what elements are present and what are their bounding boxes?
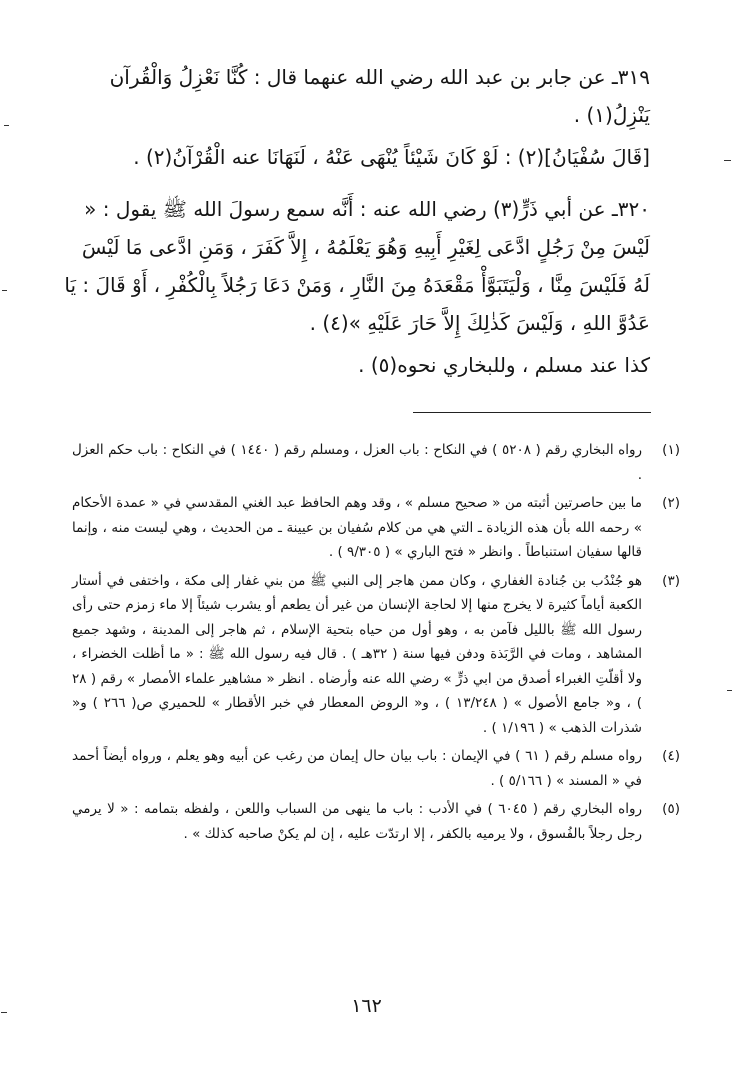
footnote-text: رواه البخاري رقم ( ٥٢٠٨ ) في النكاح : باب العزل ، ومسلم رقم ( ١٤٤٠ ) في النكاح : باب حكم العزل .: [72, 442, 642, 483]
hadith-319: ٣١٩ـ عن جابر بن عبد الله رضي الله عنهما قال : كُنَّا نَعْزِلُ وَالْقُرآن يَنْزِلُ(١) .: [109, 65, 650, 127]
footnote: [72, 744, 680, 793]
scan-edge-mark: [1, 1012, 7, 1013]
footnote-number: (٣): [662, 572, 680, 589]
narration-note: كذا عند مسلم ، وللبخاري نحوه(٥) .: [358, 353, 650, 377]
footnote-text: ما بين حاصرتين أثبته من « صحيح مسلم » ، وقد وهم الحافظ عبد الغني المقدسي في « عمدة الأحكام » رحمه الله بأن هذه الزيادة ـ التي هي من كلام سُفيان بن عيينة ـ من الحديث ، وهي ليست منه ، وإنما قالها سفيان استنباطاً . وانظر « فتح الباري » ( ٩/٣٠٥ ) .: [72, 495, 642, 560]
footnote: [72, 491, 680, 565]
scan-edge-mark: [2, 290, 7, 291]
scan-edge-mark: [4, 125, 9, 126]
footnote-separator: [413, 412, 651, 413]
footnotes: [72, 438, 680, 850]
footnote-text: رواه البخاري رقم ( ٦٠٤٥ ) في الأدب : باب ما ينهى من السباب واللعن ، ولفظه بتمامه : « لا يرمي رجل رجلاً بالفُسوق ، ولا يرميه بالكفر ، إلا ارتدّت عليه ، إن لم يكنْ صاحبه كذلك » .: [72, 801, 643, 842]
hadith-320: ٣٢٠ـ عن أبي ذَرٍّ(٣) رضي الله عنه : أَنَّه سمع رسولَ الله ﷺ يقول : « لَيْسَ مِنْ رَجُلٍ ادَّعَى لِغَيْرِ أَبِيهِ وَهُوَ يَعْلَمُهُ ، إِلاَّ كَفَرَ ، وَمَنِ ادَّعى مَا لَيْسَ لَهُ فَلَيْسَ مِنَّا ، وَلْيَتَبَوَّأْ مَقْعَدَهُ مِنَ النَّارِ ، وَمَنْ دَعَا رَجُلاً بِالْكُفْرِ ، أَوْ قَالَ : يَا عَدُوَّ اللهِ ، وَلَيْسَ كَذٰلِكَ إِلاَّ حَارَ عَلَيْهِ »(٤) .: [64, 197, 650, 335]
scan-edge-mark: [724, 160, 731, 161]
sufyan-addition: [قَالَ سُفْيَانُ](٢) : لَوْ كَانَ شَيْئاً يُنْهَى عَنْهُ ، لَنَهَانَا عنه الْقُرْآنُ(٢) .: [133, 145, 650, 169]
footnote-text: رواه مسلم رقم ( ٦١ ) في الإيمان : باب بيان حال إيمان من رغب عن أبيه وهو يعلم ، ورواه أيضاً أحمد في « المسند » ( ٥/١٦٦ ) .: [72, 748, 643, 789]
footnote: [72, 438, 680, 487]
footnote-number: (٥): [662, 801, 680, 817]
footnote-number: (٢): [662, 495, 680, 511]
footnote-text: هو جُنْدُب بن جُنادة الغفاري ، وكان ممن هاجر إلى النبي ﷺ من بني غفار إلى مكة ، واختفى في أستار الكعبة أياماً كثيرة لا يخرج منها إلا لحاجة الإنسان من غير أن يطعم أو يشرب شيئاً إلا ماء زمزم حتى رأى رسول الله ﷺ بالليل فآمن به ، وهو أول من حياه بتحية الإسلام ، ثم هاجر إلى المدينة ، وشهد جميع المشاهد ، ومات في الرَّبَذة ودفن فيها سنة ( ٣٢هـ ) . قال فيه رسول الله ﷺ : « ما أظلت الخضراء ، ولا أقلّتِ الغبراء أصدق من ابي ذرٍّ » رضي الله عنه وأرضاه . انظر « مشاهير علماء الأمصار » رقم ( ٢٨ ) ، و« جامع الأصول » ( ١٣/٢٤٨ ) ، و« الروض المعطار في خبر الأقطار » للحميري ص( ٢٦٦ ) و« شذرات الذهب » ( ١/١٩٦ ) .: [72, 572, 643, 736]
footnote-number: (٤): [662, 748, 680, 764]
footnote-number: (١): [662, 442, 680, 458]
footnote: [72, 569, 680, 741]
page-number: ١٦٢: [351, 995, 382, 1017]
scan-edge-mark: [727, 690, 732, 691]
main-text: [60, 58, 650, 384]
footnote: [72, 797, 680, 846]
